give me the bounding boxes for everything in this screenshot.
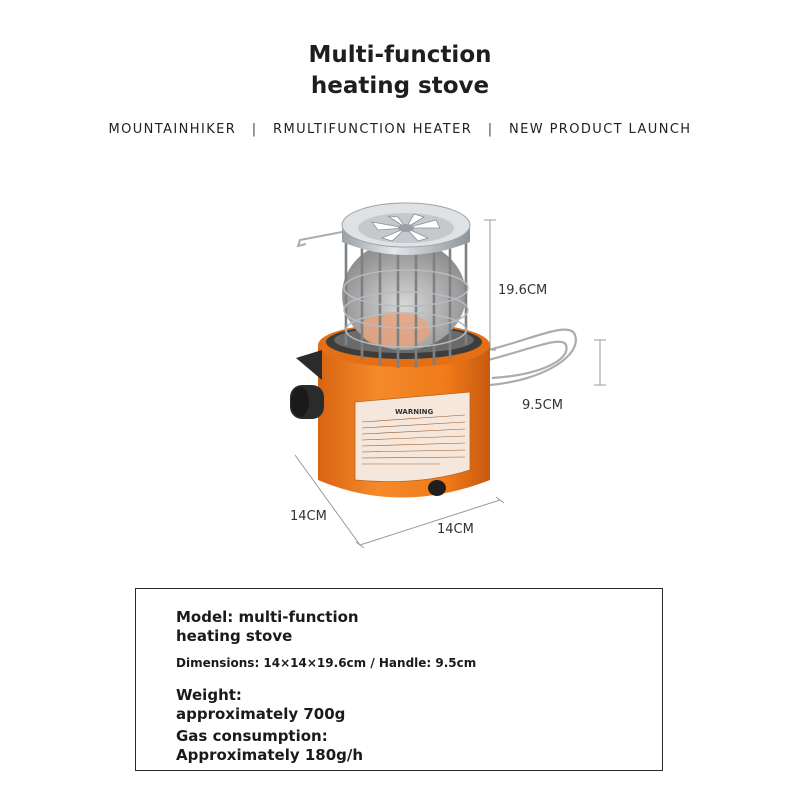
product-illustration bbox=[0, 170, 800, 570]
spec-model-line-2: heating stove bbox=[176, 627, 293, 645]
spec-weight-line-2: approximately 700g bbox=[176, 705, 346, 723]
spec-gas-line-2: Approximately 180g/h bbox=[176, 746, 364, 764]
handle bbox=[488, 330, 576, 385]
heater-graphic bbox=[0, 170, 800, 570]
spec-gas-line-1: Gas consumption: bbox=[176, 727, 328, 745]
tagline-launch: NEW PRODUCT LAUNCH bbox=[509, 122, 692, 137]
dimension-height-label: 19.6CM bbox=[498, 283, 548, 298]
title-line-1: Multi-function bbox=[308, 42, 492, 68]
spec-box bbox=[135, 588, 663, 771]
dimension-handle-label: 9.5CM bbox=[522, 398, 563, 413]
spec-weight-line-1: Weight: bbox=[176, 686, 242, 704]
spec-dimensions: Dimensions: 14×14×19.6cm / Handle: 9.5cm bbox=[176, 656, 477, 670]
dimension-width-label: 14CM bbox=[437, 522, 474, 537]
title-line-2: heating stove bbox=[310, 73, 490, 99]
tagline-brand: MOUNTAINHIKER bbox=[108, 122, 237, 137]
tagline-category: RMULTIFUNCTION HEATER bbox=[273, 122, 473, 137]
tagline-separator: | bbox=[251, 122, 258, 137]
spec-model-line-1: Model: multi-function bbox=[176, 608, 359, 626]
warning-label: WARNING bbox=[395, 408, 434, 416]
tagline bbox=[0, 122, 800, 137]
dimension-depth-label: 14CM bbox=[290, 509, 327, 524]
top-plate bbox=[298, 203, 470, 255]
tagline-separator: | bbox=[487, 122, 494, 137]
page-title bbox=[0, 40, 800, 102]
